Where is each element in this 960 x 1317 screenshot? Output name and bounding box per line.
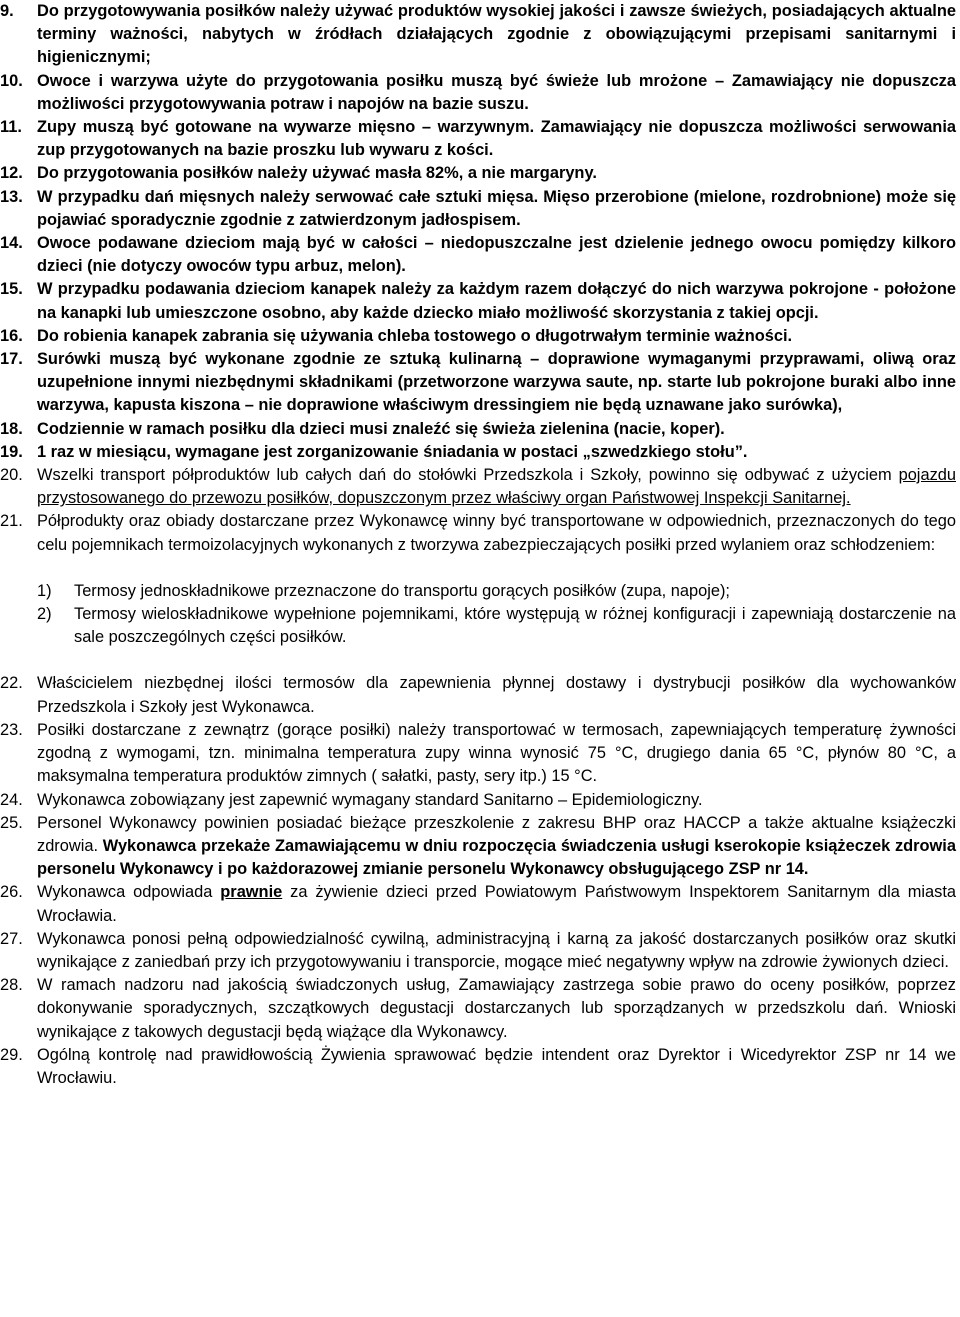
list-item-17 [0,348,956,418]
item-text: W przypadku dań mięsnych należy serwować całe sztuki mięsa. Mięso przerobione (mielone, rozdrobnione) może się pojawiać sporadycznie zgodnie z zatwierdzonym jadłospisem. [37,187,956,229]
item-text: Wykonawca ponosi pełną odpowiedzialność cywilną, administracyjną i karną za jakość dostarczanych posiłków oraz skutki wynikające z zaniedbań przy ich przygotowywaniu i transporcie, mogące mieć negatywny wpływ na zdrowie żywionych dzieci. [37,929,956,971]
list-item-25 [0,812,956,882]
item-number: 16. [0,326,23,345]
item-number: 12. [0,164,23,183]
list-item-13 [0,186,956,232]
item-text: Półprodukty oraz obiady dostarczane przez Wykonawcę winny być transportowane w odpowiednich, przeznaczonych do tego celu pojemnikach termoizolacyjnych wykonanych z tworzywa zabezpieczających posiłki przed wylaniem oraz schłodzeniem: [37,512,956,554]
list-item-12 [0,162,956,185]
list-item-9 [0,0,956,70]
sublist-text: Termosy wieloskładnikowe wypełnione pojemnikami, które występują w różnej konfiguracji i zapewniają dostarczenie na sale poszczególnych części posiłków. [74,605,956,647]
item-number: 19. [0,442,23,461]
list-item-20 [0,464,956,510]
item-text [37,812,956,882]
sublist-item-1 [37,580,956,603]
list-item-24 [0,789,956,812]
item-number: 18. [0,419,23,438]
sublist-item-2 [37,603,956,649]
item-text: W przypadku podawania dzieciom kanapek należy za każdym razem dołączyć do nich warzywa pokrojone - położone na kanapki lub umieszczone osobno, aby każde dziecko miało możliwość skorzystania z takiej opcji. [37,280,956,322]
item-number: 11. [0,118,22,137]
item-number: 20. [0,466,23,485]
item-number: 26. [0,883,23,902]
item-number: 21. [0,512,23,531]
sublist-wrapper [37,580,956,650]
list-item-10 [0,70,956,116]
item-text: W ramach nadzoru nad jakością świadczonych usług, Zamawiający zastrzega sobie prawo do oceny posiłków, poprzez dokonywanie sporadycznych, szczątkowych degustacji dostarczanych lub sporządzanych w przedszkolu dań. Wnioski wynikające z takowych degustacji będą wiążące dla Wykonawcy. [37,976,956,1041]
item-text: Posiłki dostarczane z zewnątrz (gorące posiłki) należy transportować w termosach, zapewniających temperaturę żywności zgodną z wymogami, tzn. minimalna temperatura zupy winna wynosić 75 °C, drugiego dania 65 °C, płynów 80 °C, a maksymalna temperatura produktów zimnych ( sałatki, pasty, sery itp.) 15 °C. [37,720,956,786]
list-item-26 [0,881,956,927]
item-text: 1 raz w miesiącu, wymagane jest zorganizowanie śniadania w postaci „szwedzkiego stołu”. [37,442,748,461]
thermos-sublist [37,580,956,650]
item-number: 9. [0,2,14,20]
list-item-19 [0,441,956,464]
item-number: 24. [0,790,23,809]
item-text: Do przygotowywania posiłków należy używać produktów wysokiej jakości i zawsze świeżych, posiadających aktualne terminy ważności, nabytych w źródłach działających zgodnie z obowiązującymi przepisami sanitarnymi i higienicznymi; [37,2,956,67]
item-text-part: Wykonawca odpowiada [37,883,221,902]
sublist-number: 2) [37,605,52,624]
item-text: Do przygotowania posiłków należy używać masła 82%, a nie margaryny. [37,164,597,183]
item-number: 17. [0,350,23,369]
list-item-18 [0,418,956,441]
list-item-29 [0,1044,956,1090]
item-text: Owoce i warzywa użyte do przygotowania posiłku muszą być świeże lub mrożone – Zamawiający nie dopuszcza możliwości przygotowywania potraw i napojów na bazie suszu. [37,71,956,113]
list-item-22 [0,672,956,718]
item-text: Codziennie w ramach posiłku dla dzieci musi znaleźć się świeża zielenina (nacie, koper). [37,419,725,438]
item-number: 28. [0,976,23,995]
list-item-11 [0,116,956,162]
list-item-28 [0,974,956,1044]
underlined-text: pojazdu przystosowanego do przewozu posiłków, dopuszczonym przez właściwy organ Państwowej Inspekcji Sanitarnej. [37,466,956,508]
list-item-14 [0,232,956,278]
item-number: 29. [0,1045,23,1064]
item-number: 15. [0,280,23,299]
sublist-number: 1) [37,581,52,600]
item-number: 13. [0,187,23,206]
item-text: Zupy muszą być gotowane na wywarze mięsno – warzywnym. Zamawiający nie dopuszcza możliwości serwowania zup przygotowanych na bazie proszku lub wywaru z kości. [37,118,956,160]
list-item-15 [0,278,956,324]
item-text-part: Wszelki transport półproduktów lub całych dań do stołówki Przedszkola i Szkoły, powinno się odbywać z użyciem [37,466,899,485]
item-text: Ogólną kontrolę nad prawidłowością Żywienia sprawować będzie intendent oraz Dyrektor i Wicedyrektor ZSP nr 14 we Wrocławiu. [37,1045,956,1087]
item-number: 23. [0,720,23,739]
item-text-part: za żywienie dzieci przed Powiatowym Państwowym Inspektorem Sanitarnym dla miasta Wrocławia. [37,883,957,925]
list-item-16 [0,325,956,348]
underlined-bold-text: prawnie [220,883,283,902]
list-item-27 [0,928,956,974]
item-text [37,464,956,510]
item-text: Do robienia kanapek zabrania się używania chleba tostowego o długotrwałym terminie ważności. [37,326,793,345]
item-text: Surówki muszą być wykonane zgodnie ze sztuką kulinarną – doprawione wymaganymi przyprawami, oliwą oraz uzupełnione innymi niezbędnymi składnikami (przetworzone warzywa saute, np. starte lub pokrojone buraki albo inne warzywa, kapusta kiszona – nie doprawione właściwym dressingiem nie będą uznawane jako surówka), [37,350,956,415]
item-number: 25. [0,813,23,832]
item-number: 22. [0,674,23,693]
sublist-text: Termosy jednoskładnikowe przeznaczone do transportu gorących posiłków (zupa, napoje); [74,581,730,600]
list-item-23 [0,719,956,789]
bold-text: Wykonawca przekaże Zamawiającemu w dniu rozpoczęcia świadczenia usługi kserokopie książeczek zdrowia personelu Wykonawcy i po każdorazowej zmianie personelu Wykonawcy obsługującego ZSP nr 14. [37,836,956,879]
item-number: 14. [0,234,23,253]
item-text: Właścicielem niezbędnej ilości termosów dla zapewnienia płynnej dostawy i dystrybucji posiłków dla wychowanków Przedszkola i Szkoły jest Wykonawca. [37,674,956,716]
item-text: Owoce podawane dzieciom mają być w całości – niedopuszczalne jest dzielenie jednego owocu pomiędzy kilkoro dzieci (nie dotyczy owoców typu arbuz, melon). [37,234,956,276]
list-item-21 [0,510,956,649]
item-text: Wykonawca zobowiązany jest zapewnić wymagany standard Sanitarno – Epidemiologiczny. [37,790,703,809]
item-number: 27. [0,929,23,948]
item-text [37,881,956,927]
item-text-part: Personel Wykonawcy powinien posiadać bieżące przeszkolenie z zakresu BHP oraz HACCP a także aktualne książeczki zdrowia. [37,813,956,855]
item-number: 10. [0,71,23,90]
